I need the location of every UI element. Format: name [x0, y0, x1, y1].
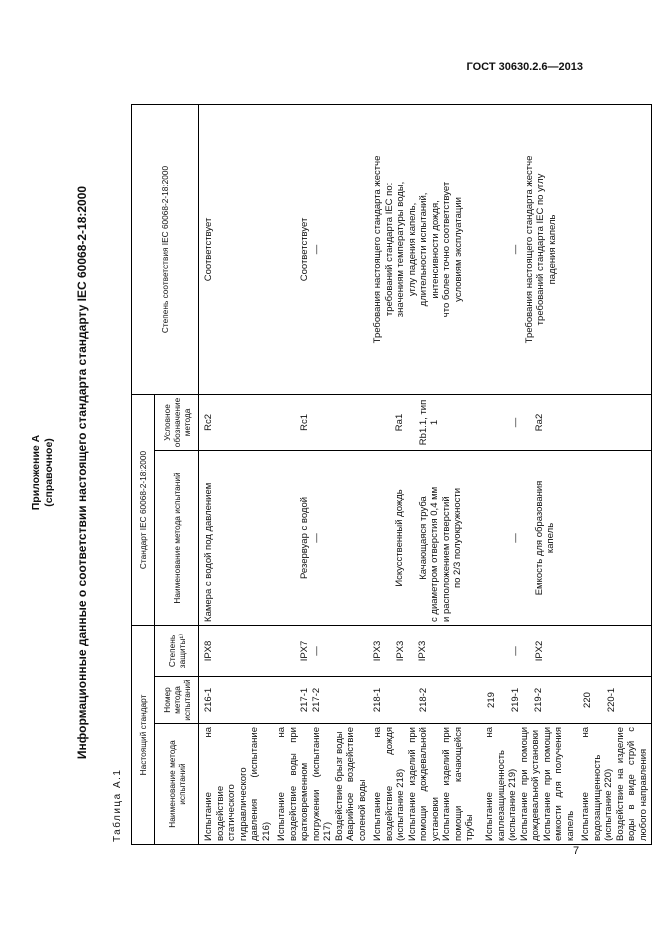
table-title: Информационные данные о соответствии настоящего стандарта стандарту IEC 60068-2-18:2000 — [75, 185, 89, 760]
conformity-line: значениям температуры воды, — [395, 181, 406, 318]
iec-method-cell: Камера с водой под давлением — [199, 450, 275, 625]
header-test-number: Номер метода испытаний — [155, 677, 199, 724]
test-name-cell — [274, 724, 370, 845]
conformity-line: условиям эксплуатации — [452, 197, 464, 302]
test-number-cell — [274, 677, 370, 724]
test-number-line: 218-1 — [372, 687, 383, 713]
iec-method-line: Качающаяся труба — [417, 496, 429, 580]
test-name-line: Воздействие брызг воды — [333, 731, 345, 841]
protection-cell — [482, 625, 578, 676]
iec-method-line: по 2/3 полуокружности — [452, 487, 463, 589]
conformity-line: Требования настоящего стандарта жестче — [523, 155, 535, 344]
test-number-line: 220 — [582, 692, 593, 708]
test-name-line: Испытание на водозащищенность (испытание 220) — [580, 727, 614, 841]
iec-method-line: Резервуар с водой — [299, 496, 310, 579]
test-number-line: 217-2 — [310, 687, 322, 713]
iec-method-line: Емкость для образования — [533, 480, 545, 596]
protection-line: — — [310, 646, 322, 656]
test-name-line: Воздействие на изделие воды в виде струй с любого направления — [614, 727, 649, 841]
test-name-line: Аварийное воздействие соленой воды — [345, 727, 368, 841]
conformity-line: — — [510, 244, 521, 255]
conformity-line: падения капель — [546, 214, 558, 285]
protection-line: IPX2 — [533, 640, 545, 662]
header-iec-code: Условное обозначение метода — [155, 394, 199, 450]
iec-code-cell: Rc2 — [199, 394, 275, 450]
protection-line: IPX7 — [299, 640, 310, 662]
header-protection: Степень защиты¹⁾ — [155, 625, 199, 676]
header-conformity: Степень соответствия IEC 60068-2-18:2000 — [132, 104, 199, 394]
iec-method-cell — [482, 450, 578, 625]
iec-code-cell — [578, 394, 652, 450]
test-number-line: 218-2 — [417, 687, 429, 713]
conformity-cell — [370, 104, 482, 394]
annex-subtitle: (справочное) — [43, 438, 55, 507]
test-name-cell: Испытание на воздействие статического гидравлического давления (испытание 216) — [199, 724, 275, 845]
conformity-cell — [482, 104, 578, 394]
iec-method-line: Искусственный дождь — [394, 489, 405, 587]
conformity-line: что более точно соответствует — [441, 181, 452, 318]
iec-method-cell — [370, 450, 482, 625]
iec-method-line: и расположением отверстий — [440, 496, 452, 622]
header-iec-method-name: Наименование метода испытаний — [155, 450, 199, 625]
iec-code-line: — — [510, 417, 521, 428]
iec-code-cell — [370, 394, 482, 450]
test-name-line: Испытание на каплезащищенность (испытание 219) — [484, 727, 518, 841]
test-name-line: Испытание изделий при помощи качающейся трубы — [441, 727, 475, 841]
iec-method-cell — [274, 450, 370, 625]
conformity-line: углу падения капель, — [406, 202, 418, 297]
rotated-page-content — [28, 100, 649, 845]
protection-cell — [578, 625, 652, 676]
protection-line: IPX3 — [394, 640, 406, 662]
iec-method-cell — [578, 450, 652, 625]
table-row — [578, 104, 652, 844]
protection-cell — [274, 625, 370, 676]
conformity-line: длительности испытаний, — [418, 192, 429, 307]
header-iec-standard: Стандарт IEC 60068-2-18:2000 — [132, 394, 155, 625]
test-number-cell — [482, 677, 578, 724]
protection-cell — [370, 625, 482, 676]
test-number-line: 219 — [486, 692, 497, 708]
conformity-line: — — [310, 244, 322, 255]
test-name-line: Испытание при помощи емкости для получения капель — [541, 727, 576, 841]
iec-code-cell — [274, 394, 370, 450]
test-name-line: Испытание при помощи дождевальной установки — [518, 727, 541, 841]
iec-code-cell — [482, 394, 578, 450]
conformity-line: Требования настоящего стандарта жестче — [372, 155, 383, 344]
test-number-line: 217-1 — [299, 687, 310, 713]
iec-code-line: Rc1 — [299, 414, 310, 431]
conformity-line: требований стандарта IEC по углу — [535, 173, 546, 326]
iec-method-line: — — [310, 533, 322, 543]
protection-cell: IPX8 — [199, 625, 275, 676]
table-row — [370, 104, 482, 844]
test-number-cell — [578, 677, 652, 724]
test-number-line: 219-1 — [509, 687, 521, 713]
conformity-cell — [578, 104, 652, 394]
conformity-line: требований стандарта IEC по: — [383, 182, 395, 317]
iec-code-line: Ra2 — [533, 413, 545, 432]
page-number: 7 — [573, 845, 580, 857]
conformity-cell — [274, 104, 370, 394]
test-name-cell — [482, 724, 578, 845]
iec-method-line: — — [510, 533, 521, 543]
iec-method-line: капель — [545, 522, 556, 554]
conformity-line: Соответствует — [299, 217, 310, 282]
protection-line: IPX3 — [372, 640, 383, 662]
annex-title: Приложение А — [30, 434, 42, 511]
test-name-line: Испытание на воздействие воды при кратковременном погружении (испытание 217) — [276, 727, 333, 841]
table-row — [482, 104, 578, 844]
test-name-line: Испытание на воздействие дождя (испытание 218) — [372, 727, 406, 841]
table-group-header — [132, 104, 155, 844]
test-name-cell — [578, 724, 652, 845]
test-name-cell — [370, 724, 482, 845]
protection-line: IPX3 — [417, 640, 428, 662]
conformity-cell: Соответствует — [199, 104, 275, 394]
conformity-table — [131, 104, 652, 845]
test-number-line: 220-1 — [605, 687, 617, 713]
iec-code-line: Rb1.1, тип 1 — [417, 399, 440, 446]
protection-line: — — [510, 646, 521, 656]
iec-code-line: Ra1 — [394, 413, 405, 432]
iec-method-line: с диаметром отверстия 0,4 мм — [429, 486, 440, 622]
table-label: Таблица А.1 — [112, 768, 123, 842]
table-row — [199, 104, 275, 844]
header-test-name: Наименование метода испытаний — [155, 724, 199, 845]
table-row — [274, 104, 370, 844]
header-national-standard: Настоящий стандарт — [132, 625, 155, 844]
test-number-line: 219-2 — [533, 687, 544, 713]
test-number-cell: 216-1 — [199, 677, 275, 724]
conformity-line: интенсивности дождя, — [429, 200, 441, 299]
document-code: ГОСТ 30630.2.6—2013 — [466, 61, 583, 73]
test-number-cell — [370, 677, 482, 724]
test-name-line: Испытание изделий при помощи дождевальной установки — [406, 727, 441, 841]
